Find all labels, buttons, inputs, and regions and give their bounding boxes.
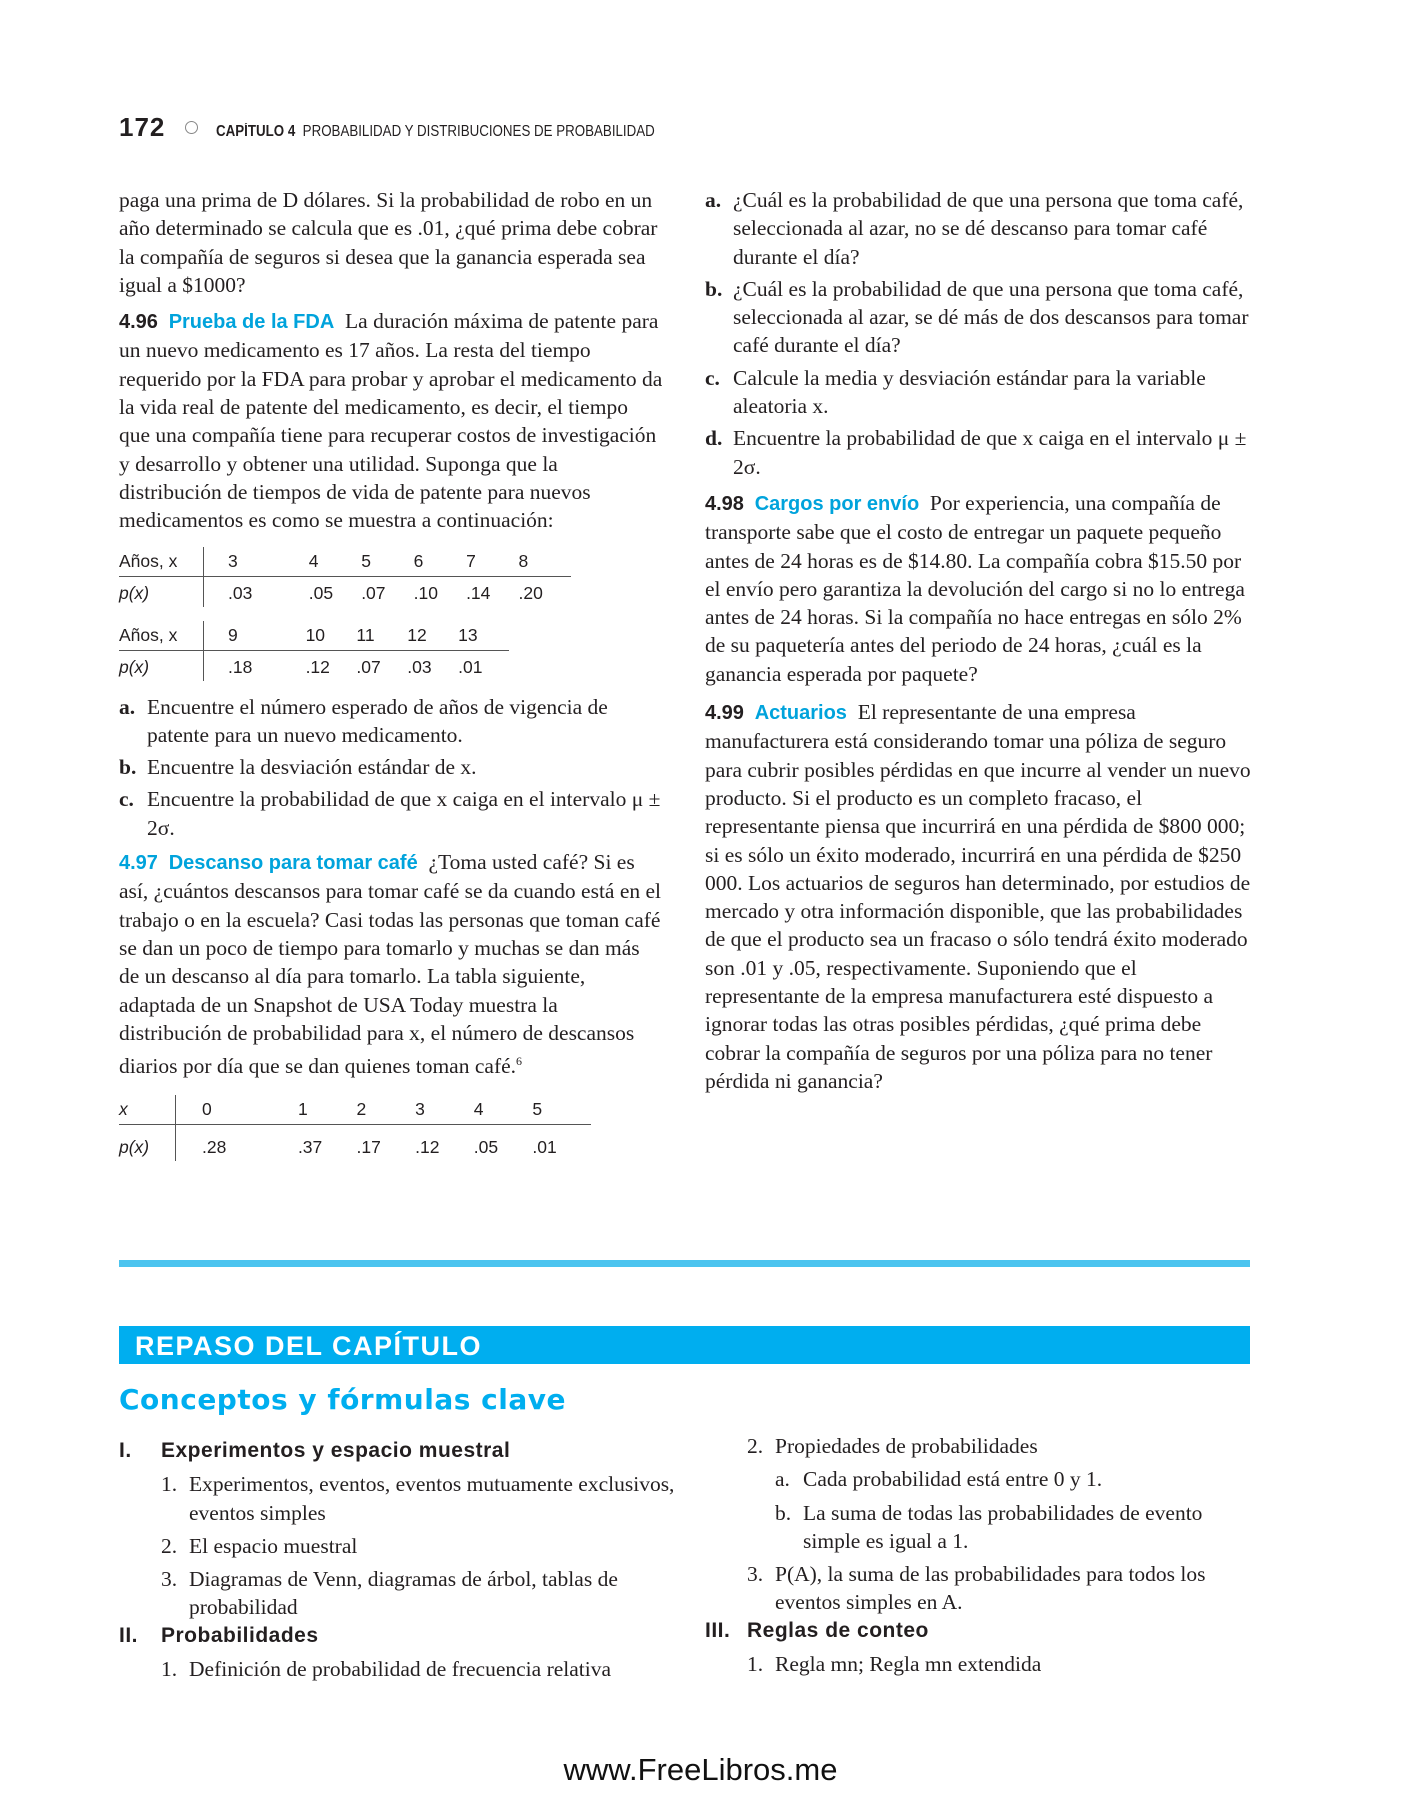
item-text: Diagramas de Venn, diagramas de árbol, tablas de probabilidad	[189, 1567, 618, 1620]
cell: .18	[228, 656, 253, 677]
cell: .12	[305, 656, 330, 677]
subitem-text: La suma de todas las probabilidades de evento simple es igual a 1.	[803, 1500, 1203, 1553]
footnote-ref: 6	[516, 1054, 523, 1069]
row-label-x: Años, x	[119, 621, 204, 651]
cell: 4	[309, 547, 361, 577]
chapter-label: CAPÍTULO 4	[216, 123, 296, 140]
exercise-4-98	[705, 489, 1255, 688]
row-label-x: Años, x	[119, 547, 204, 577]
cell: .17	[356, 1136, 381, 1157]
cell: .05	[308, 582, 334, 603]
item-number: 1.	[747, 1652, 764, 1677]
row-label-p: p(x)	[119, 650, 204, 681]
review-item	[161, 1655, 679, 1683]
review-item	[747, 1560, 1255, 1617]
review-item	[161, 1532, 679, 1560]
cell: .01	[458, 656, 483, 677]
part-item	[705, 364, 1255, 421]
coffee-break-table	[119, 1095, 591, 1161]
review-section-2	[119, 1622, 679, 1650]
part-label: c.	[119, 787, 134, 812]
part-text: Calcule la media y desviación estándar para la variable aleatoria x.	[733, 365, 1206, 419]
left-column	[119, 186, 664, 1161]
right-column	[705, 186, 1255, 1095]
item-text: El espacio muestral	[189, 1533, 358, 1558]
exercise-4-97	[119, 848, 664, 1081]
exercise-number: 4.98	[705, 492, 744, 515]
item-text: P(A), la suma de las probabilidades para todos los eventos simples en A.	[775, 1562, 1206, 1615]
part-text: ¿Cuál es la probabilidad de que una persona que toma café, seleccionada al azar, no se dé descanso para tomar café durante el día?	[733, 188, 1244, 269]
cell: 11	[356, 621, 407, 651]
running-header	[119, 112, 727, 143]
review-section-1	[119, 1437, 679, 1465]
intro-paragraph: paga una prima de D dólares. Si la probabilidad de robo en un año determinado se calcula que es .01, ¿qué prima debe cobrar la compañía de seguros si desea que la ganancia esperada sea igual a $1000?	[119, 188, 658, 297]
cell: .10	[413, 582, 438, 603]
cell: .37	[297, 1136, 323, 1157]
subitem-text: Cada probabilidad está entre 0 y 1.	[803, 1467, 1103, 1492]
part-label: b.	[705, 276, 723, 301]
part-text: Encuentre la probabilidad de que x caiga en el intervalo μ ± 2σ.	[147, 787, 661, 840]
cell: 10	[306, 621, 357, 651]
cell: .03	[407, 656, 432, 677]
banner-title: REPASO DEL CAPÍTULO	[135, 1331, 483, 1361]
part-text: Encuentre la probabilidad de que x caiga en el intervalo μ ± 2σ.	[733, 426, 1247, 479]
section-title: Probabilidades	[161, 1623, 319, 1647]
cell: 5	[361, 547, 413, 577]
review-item	[747, 1650, 1255, 1678]
patent-life-table-2	[119, 621, 509, 681]
cell: 12	[407, 621, 458, 651]
exercise-text: La duración máxima de patente para un nuevo medicamento es 17 años. La resta del tiempo requerido por la FDA para probar y aprobar el medicamento da la vida real de patente del medicamento, es decir, el tiempo que una compañía tiene para recuperar costos de investigación y desarrollo y obtener una utilidad. Suponga que la distribución de tiempos de vida de patente para nuevos medicamentos es como se muestra a continuación:	[119, 309, 663, 533]
patent-life-table-1	[119, 547, 571, 607]
exercise-number: 4.99	[705, 702, 744, 725]
chapter-heading	[216, 123, 655, 141]
cell: 1	[298, 1095, 357, 1125]
part-label: a.	[119, 694, 136, 719]
cell: .14	[466, 582, 491, 603]
item-number: 1.	[161, 1472, 178, 1497]
part-item	[705, 424, 1255, 481]
cell: 8	[519, 547, 572, 577]
cell: 2	[357, 1095, 416, 1125]
part-item	[705, 186, 1255, 271]
exercise-number: 4.96	[119, 311, 158, 334]
cell: .12	[415, 1136, 440, 1157]
part-label: a.	[705, 188, 722, 212]
review-item	[161, 1565, 679, 1622]
cell: 3	[204, 547, 309, 577]
exercise-text: Por experiencia, una compañía de transporte sabe que el costo de entregar un paquete pequeño antes de 24 horas es de $14.80. La compañía cobra $15.50 por el envío pero garantiza la devolución del cargo si no lo entrega antes de 24 horas. Si la compañía no hace entregas en sólo 2% de su paquetería antes del periodo de 24 horas, ¿cuál es la ganancia esperada por paquete?	[705, 490, 1245, 686]
cell: .07	[356, 656, 381, 677]
exercise-text: ¿Toma usted café? Si es así, ¿cuántos descansos para tomar café se da cuando está en el trabajo o en la escuela? Casi todas las personas que toman café se dan un poco de tiempo para tomarlo y muchas se dan más de un descanso al día para tomarlo. La tabla siguiente, adaptada de un Snapshot de USA Today muestra la distribución de probabilidad para x, el número de descansos diarios por día que se dan quienes toman café.	[119, 850, 662, 1079]
item-number: 1.	[161, 1657, 178, 1682]
row-label-p: p(x)	[119, 576, 204, 607]
cell: .01	[532, 1136, 557, 1157]
item-number: 2.	[747, 1434, 764, 1458]
section-numeral: III.	[705, 1618, 731, 1642]
cell: 5	[532, 1095, 591, 1125]
exercise-number: 4.97	[119, 852, 158, 875]
cell: 13	[458, 621, 509, 651]
part-item	[705, 275, 1255, 360]
part-item	[119, 753, 664, 781]
section-numeral: I.	[119, 1439, 132, 1462]
exercise-4-96-parts	[119, 693, 664, 842]
cell: .07	[361, 582, 386, 603]
exercise-title: Descanso para tomar café	[168, 852, 418, 875]
row-label-x: x	[119, 1095, 176, 1125]
cell: .28	[202, 1136, 227, 1157]
item-number: 3.	[747, 1562, 764, 1587]
exercise-title: Actuarios	[754, 702, 847, 725]
chapter-title: PROBABILIDAD Y DISTRIBUCIONES DE PROBABILIDAD	[303, 123, 656, 140]
part-text: Encuentre el número esperado de años de vigencia de patente para un nuevo medicamento.	[147, 694, 608, 747]
chapter-review-banner	[119, 1326, 1250, 1364]
item-number: 2.	[161, 1533, 178, 1558]
exercise-4-99	[705, 698, 1255, 1095]
row-label-p: p(x)	[119, 1124, 176, 1161]
exercise-title: Prueba de la FDA	[168, 311, 335, 334]
exercise-text: El representante de una empresa manufacturera está considerando tomar una póliza de seguro para cubrir posibles pérdidas en que incurre al vender un nuevo producto. Si el producto es un completo fracaso, el representante piensa que incurrirá en una pérdida de $800 000; si es sólo un éxito moderado, incurrirá en una pérdida de $250 000. Los actuarios de seguros han determinado, por estudios de mercado y otra información disponible, que las probabilidades de que el producto sea un fracaso o sólo tendrá éxito moderado son .01 y .05, respectivamente. Suponiendo que el representante de la empresa manufacturera esté dispuesto a ignorar todas las otras posibles pérdidas, ¿qué prima debe cobrar la compañía de seguros por una póliza para no tener pérdida ni ganancia?	[705, 700, 1251, 1093]
review-section-3	[705, 1617, 1255, 1645]
cell: .20	[518, 582, 543, 603]
section-divider	[119, 1260, 1250, 1267]
subitem-letter: a.	[775, 1467, 790, 1492]
part-label: c.	[705, 365, 720, 390]
cell: 6	[414, 547, 466, 577]
review-subitem	[775, 1499, 1255, 1556]
cell: 0	[176, 1095, 298, 1125]
review-right-column	[705, 1432, 1255, 1678]
review-subitem	[775, 1465, 1255, 1493]
part-item	[119, 693, 664, 750]
cell: 7	[466, 547, 518, 577]
section-title: Reglas de conteo	[747, 1618, 929, 1642]
part-text: Encuentre la desviación estándar de x.	[147, 755, 477, 780]
exercise-4-96	[119, 307, 664, 534]
page-number: 172	[119, 112, 166, 142]
item-text: Definición de probabilidad de frecuencia relativa	[189, 1657, 612, 1682]
cell: 4	[474, 1095, 533, 1125]
cell: 9	[204, 621, 306, 651]
section-numeral: II.	[119, 1623, 139, 1647]
part-item	[119, 785, 664, 842]
circle-bullet-icon	[185, 121, 198, 134]
item-text: Regla mn; Regla mn extendida	[775, 1652, 1042, 1677]
cell: .03	[228, 582, 253, 603]
subitem-letter: b.	[775, 1500, 792, 1525]
review-left-column	[119, 1432, 679, 1683]
review-item	[161, 1470, 679, 1527]
item-text: Propiedades de probabilidades	[775, 1434, 1038, 1458]
item-number: 3.	[161, 1567, 178, 1592]
part-text: ¿Cuál es la probabilidad de que una persona que toma café, seleccionada al azar, se dé más de dos descansos para tomar café durante el día?	[733, 276, 1249, 358]
section-title: Experimentos y espacio muestral	[161, 1439, 511, 1462]
item-text: Experimentos, eventos, eventos mutuamente exclusivos, eventos simples	[189, 1472, 675, 1525]
review-subtitle: Conceptos y fórmulas clave	[119, 1383, 566, 1416]
review-item	[747, 1432, 1255, 1460]
cell: 3	[415, 1095, 474, 1125]
exercise-title: Cargos por envío	[754, 492, 920, 515]
part-label: d.	[705, 426, 723, 451]
part-label: b.	[119, 755, 137, 780]
cell: .05	[473, 1136, 499, 1157]
watermark-link[interactable]: www.FreeLibros.me	[563, 1752, 838, 1787]
